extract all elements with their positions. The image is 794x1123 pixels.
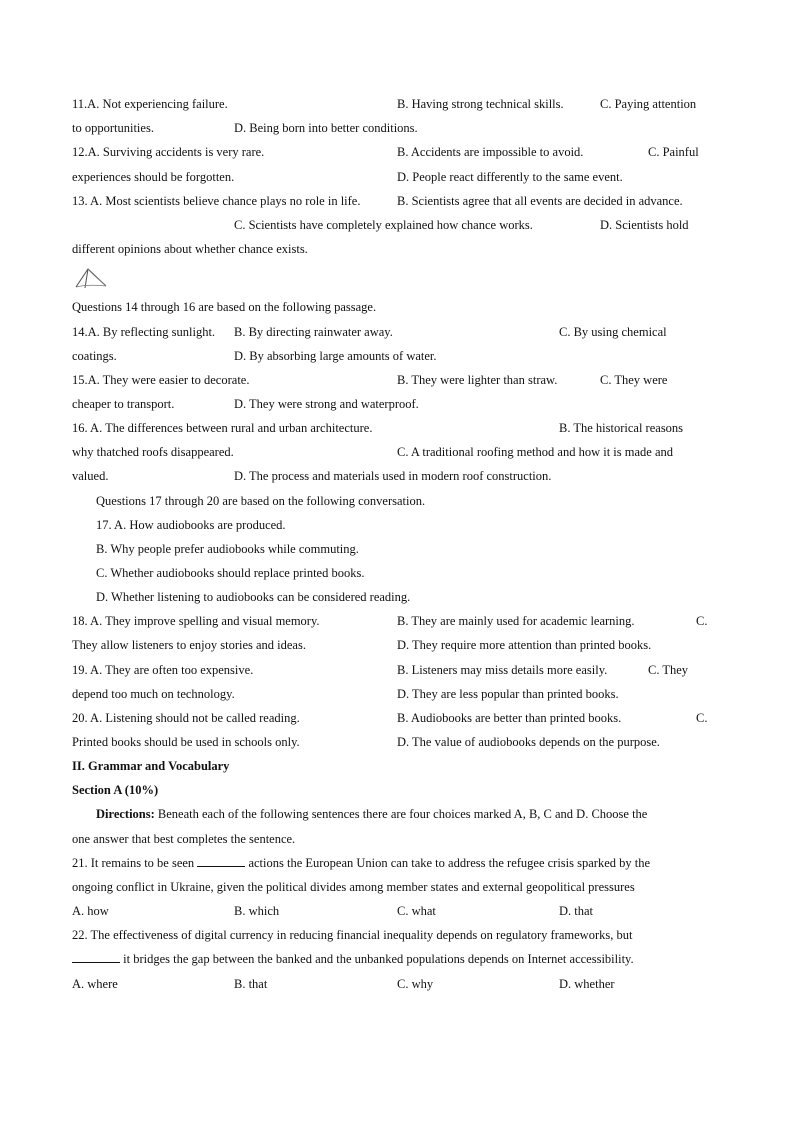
q21-stem-end: actions the European Union can take to address the refugee crisis sparked by the xyxy=(248,856,651,870)
q21-option-d: D. that xyxy=(559,904,594,918)
q11-option-c-continued: to opportunities. xyxy=(72,121,154,135)
q13-option-d-continued: different opinions about whether chance exists. xyxy=(72,242,308,256)
conversation-intro: Questions 17 through 20 are based on the following conversation. xyxy=(96,494,426,508)
q15-option-c-continued: cheaper to transport. xyxy=(72,397,175,411)
q14-option-b: B. By directing rainwater away. xyxy=(234,325,393,339)
q11-option-c: C. Paying attention xyxy=(600,97,697,111)
q13-option-a: 13. A. Most scientists believe chance plays no role in life. xyxy=(72,194,361,208)
q21-stem-continued: ongoing conflict in Ukraine, given the political divides among member states and external geopolitical pressures xyxy=(72,880,635,894)
q15-option-c: C. They were xyxy=(600,373,668,387)
q12-option-a: 12.A. Surviving accidents is very rare. xyxy=(72,145,265,159)
q22-option-b: B. that xyxy=(234,977,268,991)
subsection-heading: Section A (10%) xyxy=(72,783,159,797)
q20-option-b: B. Audiobooks are better than printed books. xyxy=(397,711,622,725)
q17-option-d: D. Whether listening to audiobooks can be considered reading. xyxy=(96,590,411,604)
q21-stem xyxy=(72,855,650,871)
q20-option-c-continued: Printed books should be used in schools only. xyxy=(72,735,300,749)
q14-option-c: C. By using chemical xyxy=(559,325,667,339)
q17-option-c: C. Whether audiobooks should replace printed books. xyxy=(96,566,365,580)
q19-option-d: D. They are less popular than printed books. xyxy=(397,687,619,701)
q14-option-a: 14.A. By reflecting sunlight. xyxy=(72,325,216,339)
q22-answer-blank xyxy=(72,951,120,963)
q17-option-b: B. Why people prefer audiobooks while commuting. xyxy=(96,542,359,556)
q15-option-d: D. They were strong and waterproof. xyxy=(234,397,419,411)
q20-option-d: D. The value of audiobooks depends on the purpose. xyxy=(397,735,660,749)
section-heading: II. Grammar and Vocabulary xyxy=(72,759,230,773)
q11-option-d: D. Being born into better conditions. xyxy=(234,121,418,135)
q12-option-d: D. People react differently to the same event. xyxy=(397,170,623,184)
directions xyxy=(96,806,647,822)
q13-option-d: D. Scientists hold xyxy=(600,218,689,232)
q18-option-b: B. They are mainly used for academic learning. xyxy=(397,614,635,628)
q14-option-c-continued: coatings. xyxy=(72,349,117,363)
q21-option-c: C. what xyxy=(397,904,436,918)
directions-text: Beneath each of the following sentences there are four choices marked A, B, C and D. Choose the xyxy=(154,807,648,821)
q18-option-c-continued: They allow listeners to enjoy stories and ideas. xyxy=(72,638,306,652)
q15-option-b: B. They were lighter than straw. xyxy=(397,373,558,387)
q22-option-a: A. where xyxy=(72,977,118,991)
q11-option-a: 11.A. Not experiencing failure. xyxy=(72,97,228,111)
q16-option-b-continued: why thatched roofs disappeared. xyxy=(72,445,234,459)
q19-option-c: C. They xyxy=(648,663,689,677)
q19-option-c-continued: depend too much on technology. xyxy=(72,687,235,701)
q21-option-b: B. which xyxy=(234,904,280,918)
q16-option-c: C. A traditional roofing method and how it is made and xyxy=(397,445,674,459)
q14-option-d: D. By absorbing large amounts of water. xyxy=(234,349,437,363)
q16-option-b: B. The historical reasons xyxy=(559,421,684,435)
q22-stem-continued xyxy=(72,951,634,967)
q22-option-d: D. whether xyxy=(559,977,615,991)
q21-stem-start: 21. It remains to be seen xyxy=(72,856,195,870)
directions-continued: one answer that best completes the sentence. xyxy=(72,832,296,846)
q16-option-d: D. The process and materials used in modern roof construction. xyxy=(234,469,552,483)
q19-option-a: 19. A. They are often too expensive. xyxy=(72,663,254,677)
tent-icon xyxy=(74,266,108,290)
q18-option-a: 18. A. They improve spelling and visual memory. xyxy=(72,614,320,628)
q16-option-a: 16. A. The differences between rural and urban architecture. xyxy=(72,421,373,435)
q12-option-c: C. Painful xyxy=(648,145,699,159)
q13-option-b: B. Scientists agree that all events are decided in advance. xyxy=(397,194,683,208)
q17-option-a: 17. A. How audiobooks are produced. xyxy=(96,518,286,532)
passage-intro: Questions 14 through 16 are based on the following passage. xyxy=(72,300,377,314)
q22-stem: 22. The effectiveness of digital currency in reducing financial inequality depends on regulatory frameworks, but xyxy=(72,928,633,942)
q22-option-c: C. why xyxy=(397,977,434,991)
q18-option-d: D. They require more attention than printed books. xyxy=(397,638,652,652)
q12-option-b: B. Accidents are impossible to avoid. xyxy=(397,145,584,159)
q20-option-c: C. xyxy=(696,711,708,725)
q18-option-c: C. xyxy=(696,614,708,628)
q13-option-c: C. Scientists have completely explained how chance works. xyxy=(234,218,533,232)
q16-option-c-continued: valued. xyxy=(72,469,109,483)
q21-option-a: A. how xyxy=(72,904,109,918)
q12-option-c-continued: experiences should be forgotten. xyxy=(72,170,235,184)
q22-stem-end: it bridges the gap between the banked and the unbanked populations depends on Internet accessibility. xyxy=(123,952,634,966)
q21-answer-blank xyxy=(197,855,245,867)
q15-option-a: 15.A. They were easier to decorate. xyxy=(72,373,250,387)
q20-option-a: 20. A. Listening should not be called reading. xyxy=(72,711,300,725)
q11-option-b: B. Having strong technical skills. xyxy=(397,97,564,111)
q19-option-b: B. Listeners may miss details more easily. xyxy=(397,663,608,677)
directions-label: Directions: xyxy=(96,807,155,821)
